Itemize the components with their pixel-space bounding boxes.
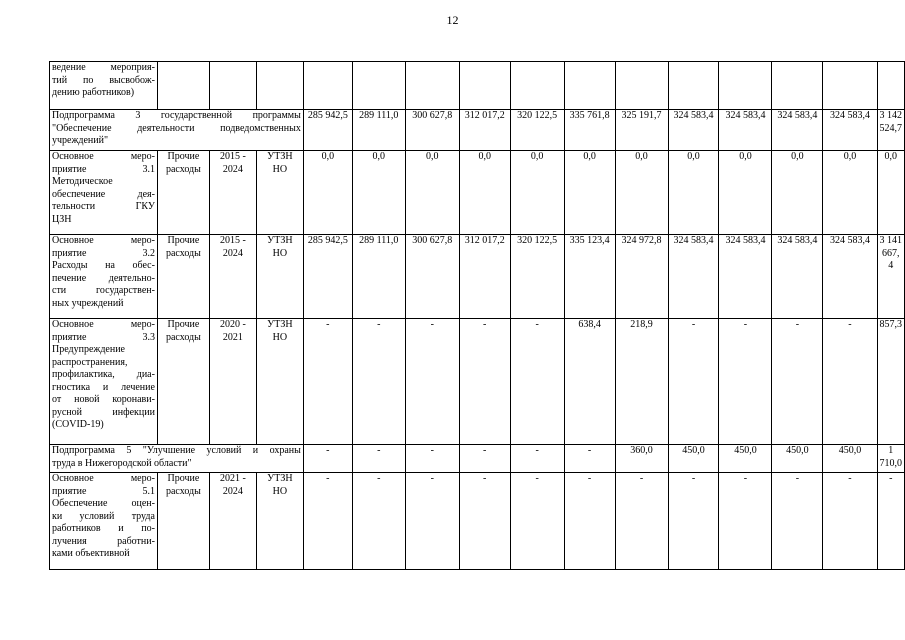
value-cell: 285 942,5 (303, 235, 352, 319)
measure-name (50, 319, 158, 445)
name-line: (COVID-19) (52, 419, 104, 430)
value-cell: 300 627,8 (405, 235, 459, 319)
value-cell: 289 111,0 (352, 110, 405, 151)
total-value-cell: 857,3 (877, 319, 905, 445)
name-line: Методическое (52, 176, 113, 187)
value-cell: 320 122,5 (510, 235, 564, 319)
name-line: русной инфекции (52, 406, 155, 418)
value-cell: - (352, 319, 405, 445)
value-cell: 450,0 (719, 445, 772, 473)
value-cell (668, 62, 719, 110)
value-cell: - (303, 319, 352, 445)
value-cell (823, 62, 877, 110)
value-cell: 0,0 (510, 151, 564, 235)
value-cell (405, 62, 459, 110)
value-cell: 0,0 (352, 151, 405, 235)
name-line: Основное меро- (52, 151, 155, 162)
value-cell: - (459, 473, 510, 570)
total-value-cell (877, 62, 905, 110)
period-cell (209, 62, 256, 110)
value-cell: 324 583,4 (668, 235, 719, 319)
value-cell: 320 122,5 (510, 110, 564, 151)
total-value-cell: 3 141 667, 4 (877, 235, 905, 319)
executor-cell: УТЗН НО (256, 235, 303, 319)
value-cell: 450,0 (772, 445, 823, 473)
value-cell: 0,0 (719, 151, 772, 235)
name-line: профилактика, диа- (52, 369, 155, 380)
value-cell: 324 583,4 (719, 110, 772, 151)
name-line: Подпрограмма 3 государственной программы (52, 110, 301, 121)
value-cell: - (303, 473, 352, 570)
value-cell (303, 62, 352, 110)
value-cell: - (719, 473, 772, 570)
value-cell: - (564, 473, 615, 570)
measure-name (50, 151, 158, 235)
value-cell: 324 583,4 (719, 235, 772, 319)
value-cell: - (772, 473, 823, 570)
name-line: ками объективной (52, 548, 130, 559)
value-cell: - (823, 319, 877, 445)
value-cell: - (352, 473, 405, 570)
executor-cell: УТЗН НО (256, 319, 303, 445)
value-cell: - (615, 473, 668, 570)
name-line: Основное меро- (52, 319, 155, 330)
value-cell: - (719, 319, 772, 445)
expense-type-cell: Прочие расходы (157, 151, 209, 235)
name-line: приятие 5.1 (52, 485, 155, 497)
name-line: учреждений" (52, 135, 109, 146)
value-cell: - (303, 445, 352, 473)
table-row (50, 473, 905, 570)
value-cell: 218,9 (615, 319, 668, 445)
total-value-cell: - (877, 473, 905, 570)
expense-type-cell: Прочие расходы (157, 319, 209, 445)
value-cell: - (668, 473, 719, 570)
measure-name (50, 62, 158, 110)
name-line: печение деятельно- (52, 272, 155, 284)
executor-cell (256, 62, 303, 110)
value-cell: - (459, 445, 510, 473)
name-line: ки условий труда (52, 510, 155, 522)
total-value-cell: 3 142 524,7 (877, 110, 905, 151)
page-number: 12 (446, 13, 459, 27)
measure-name (50, 473, 158, 570)
value-cell: 638,4 (564, 319, 615, 445)
total-value-cell: 1 710,0 (877, 445, 905, 473)
name-line: Расходы на обес- (52, 260, 155, 271)
value-cell: 300 627,8 (405, 110, 459, 151)
value-cell: 324 583,4 (823, 235, 877, 319)
name-line: гностика и лечение (52, 381, 155, 393)
expense-type-cell: Прочие расходы (157, 235, 209, 319)
value-cell (615, 62, 668, 110)
executor-cell: УТЗН НО (256, 473, 303, 570)
name-line: сти государствен- (52, 285, 155, 296)
value-cell: 324 972,8 (615, 235, 668, 319)
name-line: приятие 3.1 (52, 163, 155, 175)
value-cell: 0,0 (303, 151, 352, 235)
value-cell: - (823, 473, 877, 570)
period-cell: 2015 - 2024 (209, 151, 256, 235)
budget-table (49, 61, 905, 570)
name-line: Обеспечение оцен- (52, 498, 155, 509)
expense-type-cell (157, 62, 209, 110)
value-cell: - (772, 319, 823, 445)
value-cell: 324 583,4 (772, 110, 823, 151)
subprogram-row (50, 110, 905, 151)
value-cell: 0,0 (564, 151, 615, 235)
name-line: обеспечение дея- (52, 188, 155, 200)
name-line: тий по высвобож- (52, 74, 155, 86)
name-line: приятие 3.3 (52, 331, 155, 343)
subprogram-name (50, 445, 304, 473)
name-line: приятие 3.2 (52, 247, 155, 259)
value-cell: 0,0 (668, 151, 719, 235)
name-line: "Обеспечение деятельности подведомственных (52, 122, 301, 134)
value-cell: 450,0 (668, 445, 719, 473)
value-cell: - (405, 473, 459, 570)
value-cell: - (564, 445, 615, 473)
name-line: дению работников) (52, 87, 135, 98)
value-cell: 324 583,4 (823, 110, 877, 151)
value-cell: 0,0 (459, 151, 510, 235)
value-cell (459, 62, 510, 110)
value-cell: - (405, 319, 459, 445)
value-cell (352, 62, 405, 110)
value-cell: 324 583,4 (772, 235, 823, 319)
value-cell (772, 62, 823, 110)
name-line: ных учреждений (52, 297, 124, 309)
name-line: Основное меро- (52, 235, 155, 246)
table-row (50, 62, 905, 110)
name-line: ЦЗН (52, 213, 72, 225)
name-line: распространения, (52, 356, 128, 368)
name-line: труда в Нижегородской области" (52, 457, 192, 469)
name-line: тельности ГКУ (52, 201, 155, 212)
value-cell: 325 191,7 (615, 110, 668, 151)
value-cell: - (510, 319, 564, 445)
name-line: работников и по- (52, 523, 155, 534)
value-cell: 450,0 (823, 445, 877, 473)
period-cell: 2020 - 2021 (209, 319, 256, 445)
value-cell: - (668, 319, 719, 445)
name-line: лучения работни- (52, 535, 155, 547)
value-cell (510, 62, 564, 110)
name-line: Подпрограмма 5 "Улучшение условий и охраны (52, 445, 301, 456)
expense-type-cell: Прочие расходы (157, 473, 209, 570)
total-value-cell: 0,0 (877, 151, 905, 235)
executor-cell: УТЗН НО (256, 151, 303, 235)
period-cell: 2021 - 2024 (209, 473, 256, 570)
value-cell: 0,0 (615, 151, 668, 235)
value-cell: - (510, 473, 564, 570)
value-cell: 335 123,4 (564, 235, 615, 319)
name-line: ведение мероприя- (52, 62, 155, 73)
name-line: Предупреждение (52, 344, 125, 355)
value-cell: 289 111,0 (352, 235, 405, 319)
table-row (50, 235, 905, 319)
subprogram-name (50, 110, 304, 151)
value-cell: - (352, 445, 405, 473)
value-cell: 324 583,4 (668, 110, 719, 151)
value-cell (564, 62, 615, 110)
value-cell: 0,0 (823, 151, 877, 235)
value-cell: 285 942,5 (303, 110, 352, 151)
value-cell: 312 017,2 (459, 235, 510, 319)
measure-name (50, 235, 158, 319)
value-cell: 360,0 (615, 445, 668, 473)
value-cell: 0,0 (772, 151, 823, 235)
name-line: от новой коронави- (52, 394, 155, 405)
table-row (50, 319, 905, 445)
value-cell: 0,0 (405, 151, 459, 235)
table-row (50, 151, 905, 235)
value-cell (719, 62, 772, 110)
value-cell: 312 017,2 (459, 110, 510, 151)
subprogram-row (50, 445, 905, 473)
period-cell: 2015 - 2024 (209, 235, 256, 319)
value-cell: - (510, 445, 564, 473)
value-cell: - (459, 319, 510, 445)
value-cell: 335 761,8 (564, 110, 615, 151)
name-line: Основное меро- (52, 473, 155, 484)
value-cell: - (405, 445, 459, 473)
